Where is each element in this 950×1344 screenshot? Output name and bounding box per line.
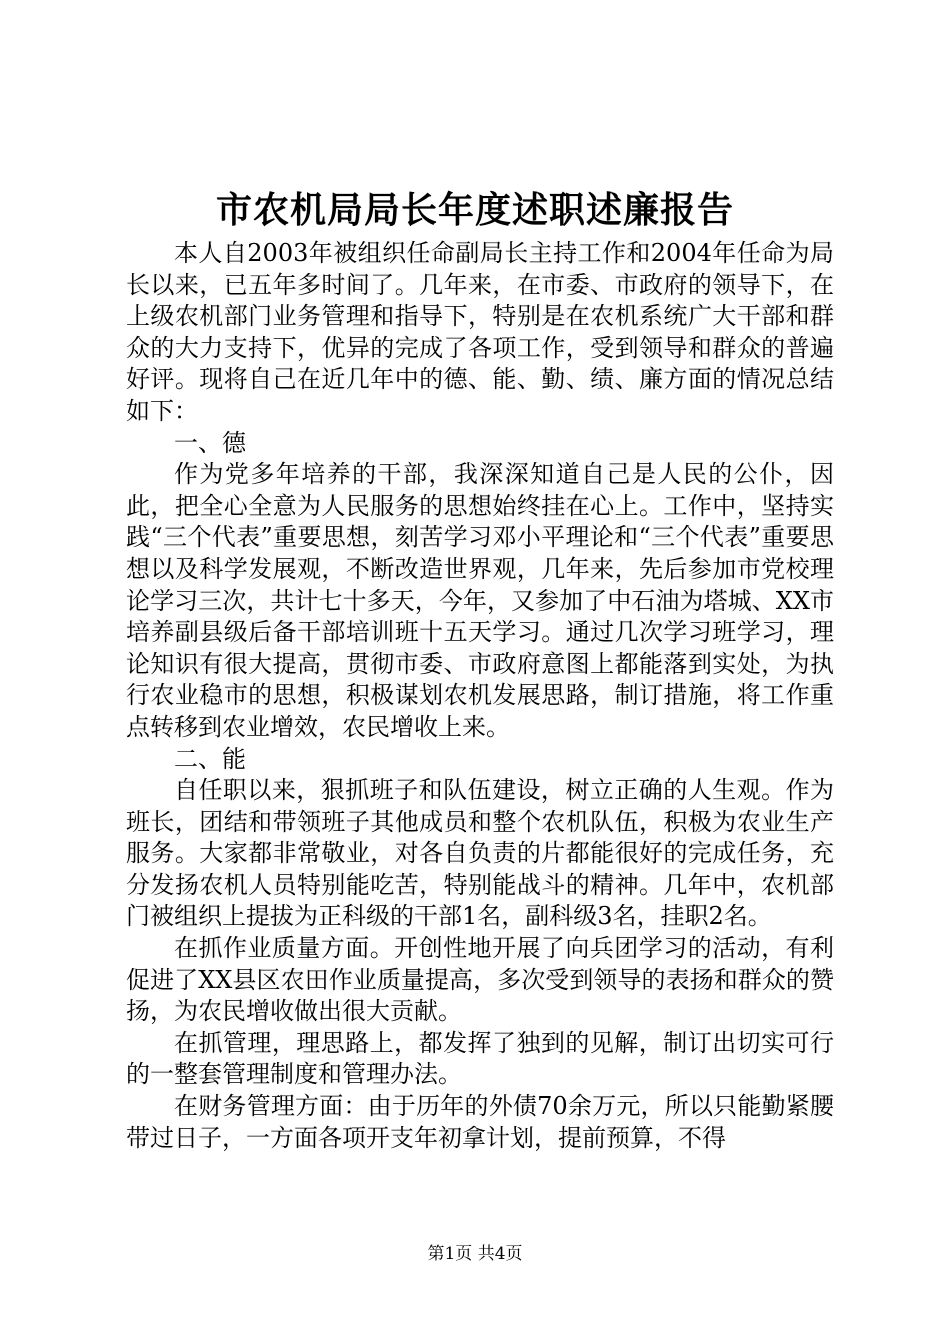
section-heading-neng: 二、能 bbox=[174, 744, 246, 773]
page-footer: 第1页 共4页 bbox=[427, 1244, 523, 1264]
paragraph-de: 作为党多年培养的干部，我深深知道自己是人民的公仆，因此，把全心全意为人民服务的思想始终挂在心上。工作中，坚持实践“三个代表”重要思想，刻苦学习邓小平理论和“三个代表”重要思想以及科学发展观，不断改造世界观，几年来，先后参加市党校理论学习三次，共计七十多天，今年，又参加了中石油为塔城、XX市培养副县级后备干部培训班十五天学习。通过几次学习班学习，理论知识有很大提高，贯彻市委、市政府意图上都能落到实处，为执行农业稳市的思想，积极谋划农机发展思路，制订措施，将工作重点转移到农业增效，农民增收上来。 bbox=[126, 460, 834, 741]
paragraph-management: 在抓管理，理思路上，都发挥了独到的见解，制订出切实可行的一整套管理制度和管理办法。 bbox=[126, 1028, 834, 1089]
section-heading-de: 一、德 bbox=[174, 428, 246, 457]
paragraph-neng: 自任职以来，狠抓班子和队伍建设，树立正确的人生观。作为班长，团结和带领班子其他成员和整个农机队伍，积极为农业生产服务。大家都非常敬业，对各自负责的片都能很好的完成任务，充分发扬农机人员特别能吃苦，特别能战斗的精神。几年中，农机部门被组织上提拔为正科级的干部1名，副科级3名，挂职2名。 bbox=[126, 776, 834, 931]
document-body bbox=[126, 238, 834, 1154]
paragraph-finance: 在财务管理方面：由于历年的外债70余万元，所以只能勤紧腰带过日子，一方面各项开支年初拿计划，提前预算，不得 bbox=[126, 1092, 834, 1152]
paragraph-quality: 在抓作业质量方面。开创性地开展了向兵团学习的活动，有利促进了XX县区农田作业质量提高，多次受到领导的表扬和群众的赞扬，为农民增收做出很大贡献。 bbox=[126, 934, 834, 1026]
paragraph-intro: 本人自2003年被组织任命副局长主持工作和2004年任命为局长以来，已五年多时间了。几年来，在市委、市政府的领导下，在上级农机部门业务管理和指导下，特别是在农机系统广大干部和群众的大力支持下，优异的完成了各项工作，受到领导和群众的普遍好评。现将自己在近几年中的德、能、勤、绩、廉方面的情况总结如下： bbox=[126, 239, 834, 425]
document-title: 市农机局局长年度述职述廉报告 bbox=[215, 189, 734, 231]
